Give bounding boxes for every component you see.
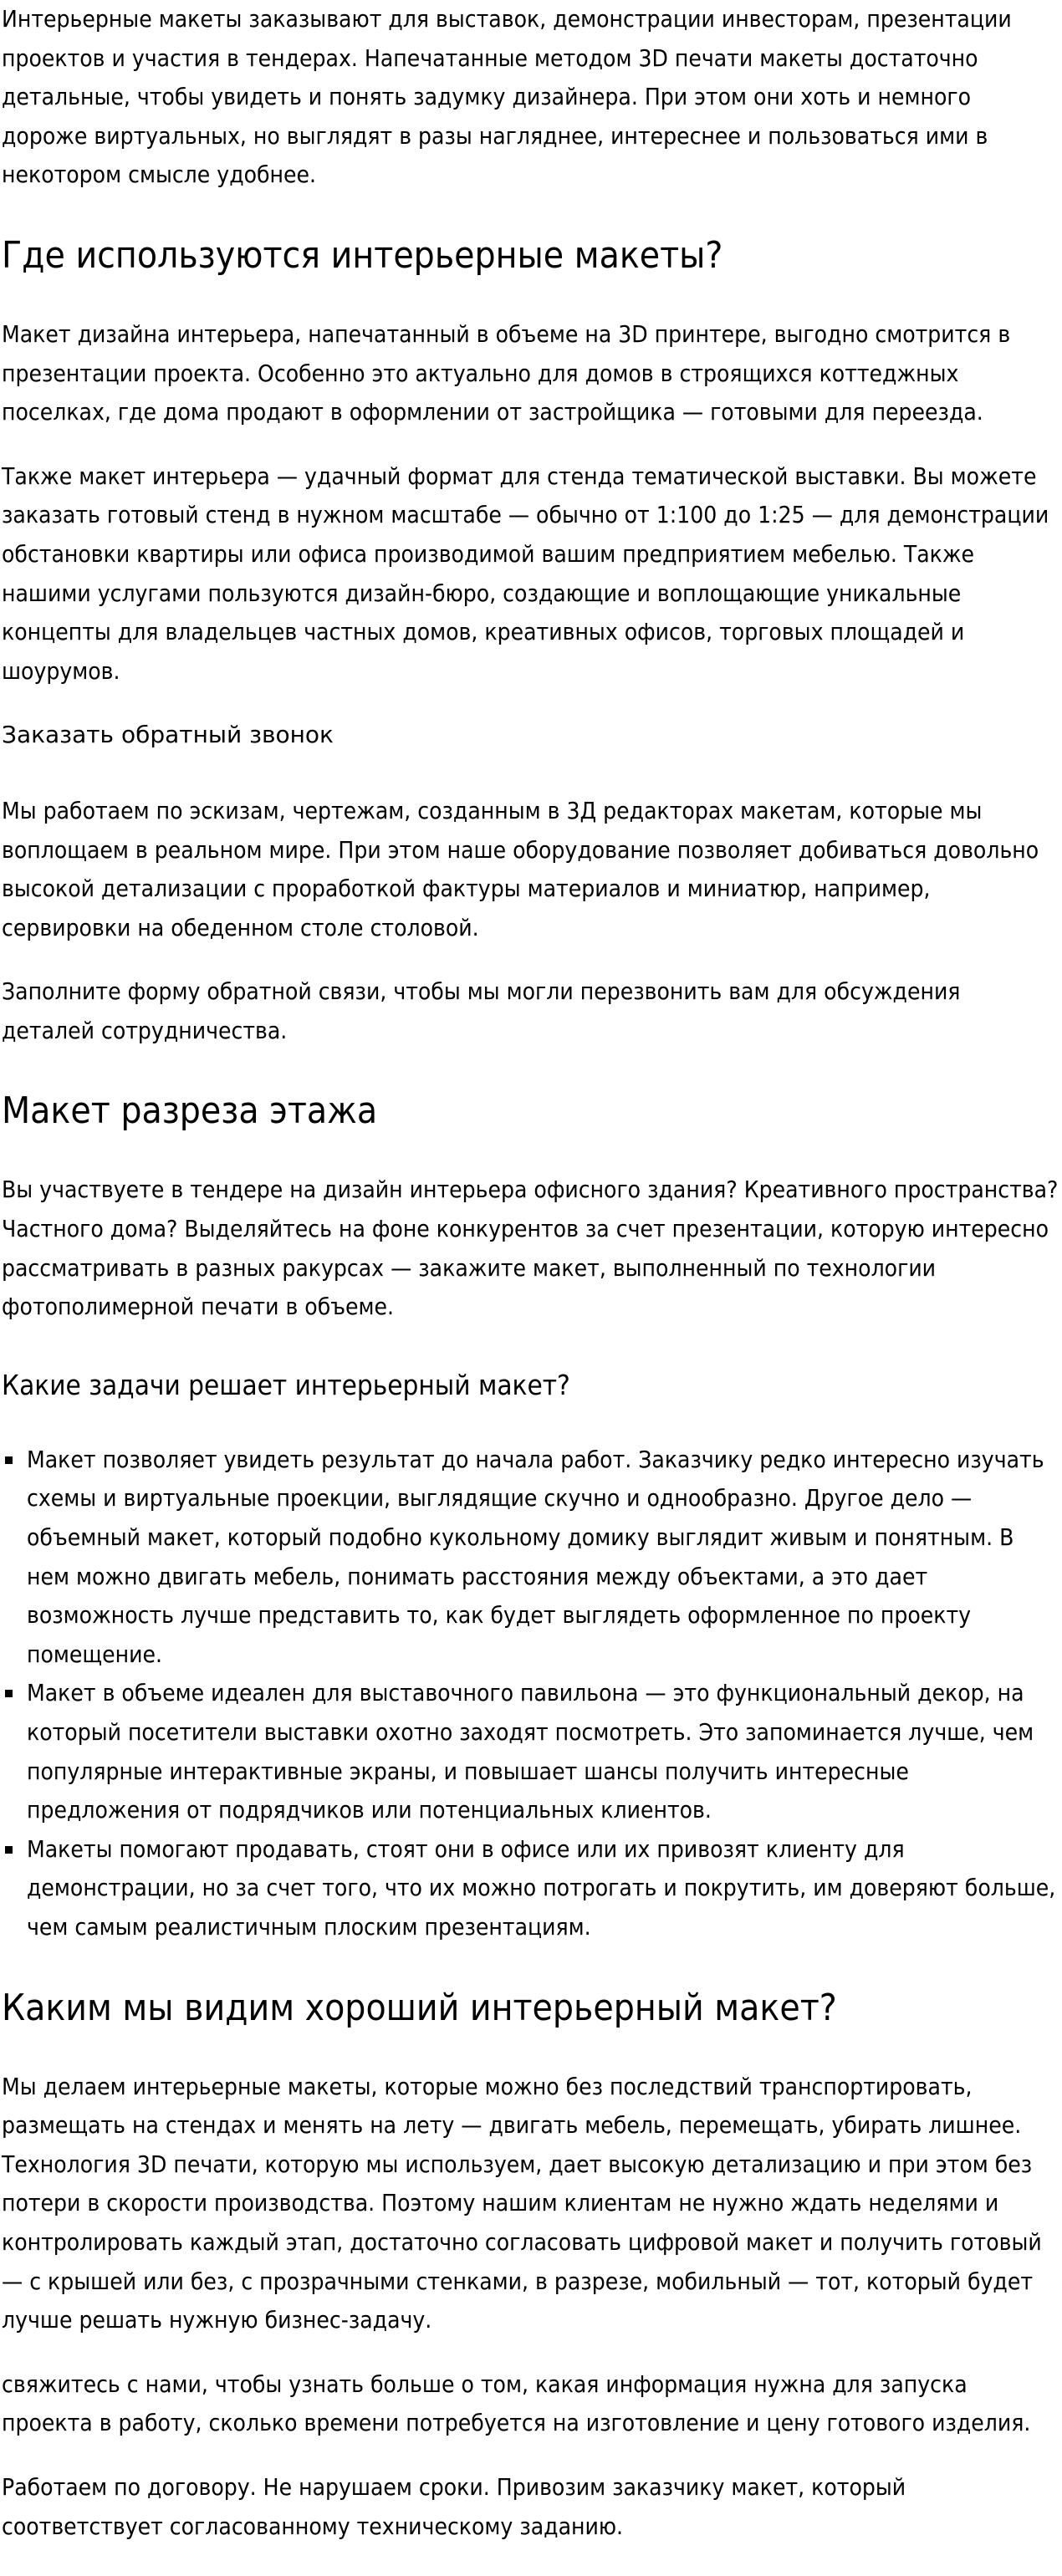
list-item: ▪ Макет в объеме идеален для выставочного павильона — это функциональный декор, на который посетители выставки охотно заходят посмотреть. Это запоминается лучше, чем популярные интерактивные экраны, и повышает шансы получить интересные предложения от подрядчиков или потенциальных клиентов. xyxy=(25,1674,1059,1829)
heading-tasks: Какие задачи решает интерьерный макет? xyxy=(2,1368,570,1401)
where-used-paragraph-1: Макет дизайна интерьера, напечатанный в объеме на 3D принтере, выгодно смотрится в презентации проекта. Особенно это актуально для домов в строящихся коттеджных поселках, где дома продают в оформлении от застройщика — готовыми для переезда. xyxy=(2,319,1011,426)
tasks-list xyxy=(2,1441,1059,1947)
floor-section-paragraph: Вы участвуете в тендере на дизайн интерьера офисного здания? Креативного пространства? Частного дома? Выделяйтесь на фоне конкурентов за счет презентации, которую интересно рассматривать в разных ракурсах — закажите макет, выполненный по технологии фотополимерной печати в объеме. xyxy=(2,1176,1059,1321)
heading-where-used: Где используются интерьерные макеты? xyxy=(2,233,723,277)
where-used-paragraph-2: Также макет интерьера — удачный формат для стенда тематической выставки. Вы можете заказать готовый стенд в нужном масштабе — обычно от 1:100 до 1:25 — для демонстрации обстановки квартиры или офиса производимой вашим предприятием мебелью. Также нашими услугами пользуются дизайн-бюро, создающие и воплощающие уникальные концепты для владельцев частных домов, креативных офисов, торговых площадей и шоурумов. xyxy=(2,462,1049,685)
callback-link[interactable]: Заказать обратный звонок xyxy=(2,721,334,749)
where-used-paragraph-4: Заполните форму обратной связи, чтобы мы могли перезвонить вам для обсуждения деталей сотрудничества. xyxy=(2,977,961,1044)
good-model-paragraph-2: свяжитесь с нами, чтобы узнать больше о том, какая информация нужна для запуска проекта в работу, сколько времени потребуется на изготовление и цену готового изделия. xyxy=(2,2369,1031,2437)
good-model-paragraph-3: Работаем по договору. Не нарушаем сроки. Привозим заказчику макет, который соответствует согласованному техническому заданию. xyxy=(2,2472,906,2540)
heading-floor-section: Макет разреза этажа xyxy=(2,1089,378,1133)
list-item: ▪ Макет позволяет увидеть результат до начала работ. Заказчику редко интересно изучать схемы и виртуальные проекции, выглядящие скучно и однообразно. Другое дело — объемный макет, который подобно кукольному домику выглядит живым и понятным. В нем можно двигать мебель, понимать расстояния между объектами, а это дает возможность лучше представить то, как будет выглядеть оформленное по проекту помещение. xyxy=(25,1441,1059,1675)
article-body xyxy=(2,0,1059,2546)
intro-paragraph: Интерьерные макеты заказывают для выставок, демонстрации инвесторам, презентации проектов и участия в тендерах. Напечатанные методом 3D печати макеты достаточно детальные, чтобы увидеть и понять задумку дизайнера. При этом они хоть и немного дороже виртуальных, но выглядят в разы нагляднее, интереснее и пользоваться ими в некотором смысле удобнее. xyxy=(2,5,1012,189)
callback-row xyxy=(2,716,1059,755)
heading-good-model: Каким мы видим хороший интерьерный макет? xyxy=(2,1986,837,2029)
where-used-paragraph-3: Мы работаем по эскизам, чертежам, созданным в 3Д редакторах макетам, которые мы воплощаем в реальном мире. При этом наше оборудование позволяет добиваться довольно высокой детализации с проработкой фактуры материалов и миниатюр, например, сервировки на обеденном столе столовой. xyxy=(2,796,1039,941)
good-model-paragraph-1: Мы делаем интерьерные макеты, которые можно без последствий транспортировать, размещать на стендах и менять на лету — двигать мебель, перемещать, убирать лишнее. Технология 3D печати, которую мы используем, дает высокую детализацию и при этом без потери в скорости производства. Поэтому нашим клиентам не нужно ждать неделями и контролировать каждый этап, достаточно согласовать цифровой макет и получить готовый — с крышей или без, с прозрачными стенками, в разрезе, мобильный — тот, который будет лучше решать нужную бизнес-задачу. xyxy=(2,2072,1042,2334)
list-item: ▪ Макеты помогают продавать, стоят они в офисе или их привозят клиенту для демонстрации, но за счет того, что их можно потрогать и покрутить, им доверяют больше, чем самым реалистичным плоским презентациям. xyxy=(25,1830,1059,1947)
